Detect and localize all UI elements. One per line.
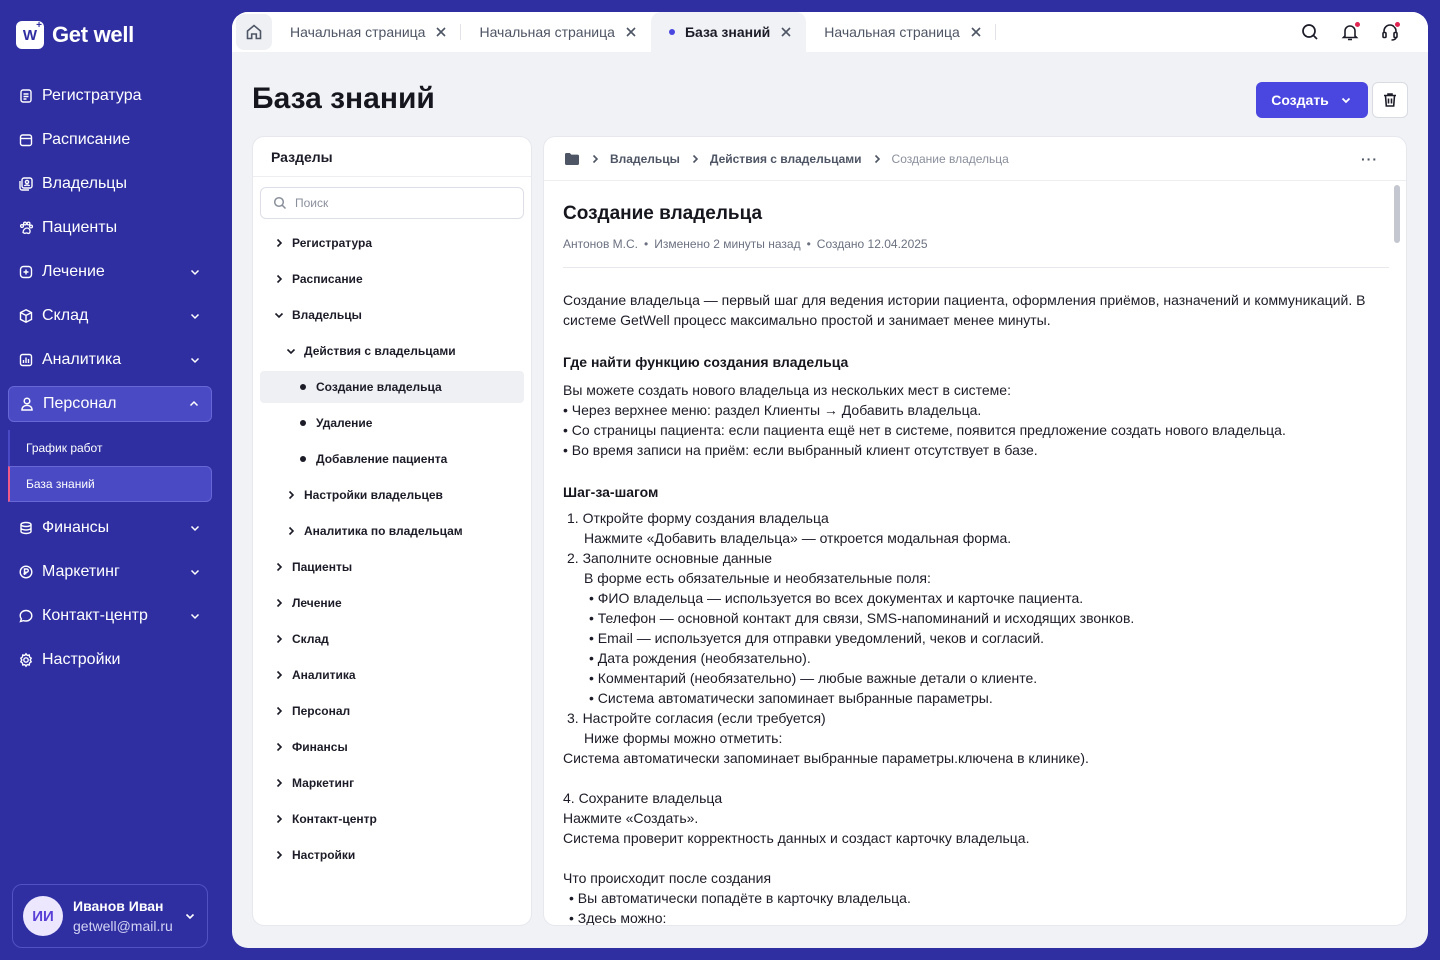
nav-label: Настройки	[42, 651, 121, 668]
article-body	[563, 181, 1389, 926]
paragraph: Что происходит после создания	[563, 870, 772, 886]
search-icon	[273, 196, 287, 210]
chevron-down-icon	[183, 909, 197, 923]
tree-item-label: Владельцы	[292, 308, 362, 322]
nav-label: Владельцы	[42, 175, 127, 192]
chevron-right-icon	[274, 598, 284, 608]
header-actions	[1300, 22, 1428, 42]
tree-item[interactable]	[260, 551, 524, 583]
search-icon[interactable]	[1300, 22, 1320, 42]
list-item: • ФИО владельца — используется во всех документах и карточке пациента.	[589, 590, 1084, 606]
tree-item-label: Персонал	[292, 704, 351, 718]
avatar: ИИ	[23, 896, 63, 936]
nav-label: Лечение	[42, 263, 105, 280]
tree-item[interactable]	[260, 839, 524, 871]
paragraph: Система проверит корректность данных и создаст карточку владельца.	[563, 830, 1030, 846]
chevron-down-icon	[188, 521, 202, 535]
sub-item-work-schedule[interactable]: График работ	[8, 430, 212, 466]
nav-item-owners[interactable]	[8, 166, 212, 202]
list-item: • Во время записи на приём: если выбранный клиент отсутствует в базе.	[563, 442, 1038, 458]
tree-item-label: Лечение	[292, 596, 342, 610]
tree-item-label: Аналитика	[292, 668, 356, 682]
chevron-right-icon	[286, 526, 296, 536]
more-icon[interactable]: ···	[1361, 150, 1378, 167]
chevron-right-icon	[274, 814, 284, 824]
calendar-icon	[18, 132, 34, 148]
nav-label: Расписание	[42, 131, 131, 148]
nav-item-finance[interactable]	[8, 510, 212, 546]
tree-item[interactable]	[260, 587, 524, 619]
nav-label: Пациенты	[42, 219, 118, 236]
clipboard-icon	[18, 88, 34, 104]
close-icon[interactable]	[625, 26, 637, 38]
person-icon	[19, 396, 35, 412]
tree-item[interactable]	[260, 515, 524, 547]
chevron-right-icon	[690, 154, 700, 164]
tree-item-label: Склад	[292, 632, 329, 646]
breadcrumb-item[interactable]: Действия с владельцами	[709, 151, 862, 166]
nav-label: Финансы	[42, 519, 110, 536]
section-heading: Где найти функцию создания владельца	[563, 354, 849, 370]
step-title: 2. Заполните основные данные	[567, 550, 772, 566]
tree-item[interactable]	[260, 731, 524, 763]
user-name: Иванов Иван	[73, 898, 164, 914]
tree-item[interactable]	[260, 695, 524, 727]
tree-item-label: Регистратура	[292, 236, 373, 250]
article-meta: Антонов М.С. • Изменено 2 минуты назад • Создано 12.04.2025	[563, 237, 928, 251]
step-title: 4. Сохраните владельца	[563, 790, 723, 806]
main-panel	[232, 12, 1428, 948]
paragraph: Система автоматически запоминает выбранные параметры.ключена в клинике).	[563, 750, 1089, 766]
trash-icon	[1381, 91, 1399, 109]
list-item: • Дата рождения (необязательно).	[589, 650, 811, 666]
tree-item-selected[interactable]	[260, 371, 524, 403]
chevron-down-icon	[188, 309, 202, 323]
folder-icon[interactable]	[564, 152, 580, 166]
nav-label: Склад	[42, 307, 89, 324]
breadcrumb-current: Создание владельца	[891, 151, 1009, 166]
tree-item-label: Пациенты	[292, 560, 353, 574]
nav-label: Персонал	[43, 395, 117, 412]
tree-item-label: Расписание	[292, 272, 363, 286]
bullet	[300, 420, 306, 426]
article-intro: Создание владельца — первый шаг для ведения истории пациента, оформления приёмов, назначений и коммуникаций. В системе GetWell процесс максимально простой и занимает менее минуты.	[563, 292, 1366, 328]
tab-bar	[232, 12, 1428, 52]
chevron-right-icon	[872, 154, 882, 164]
chevron-right-icon	[274, 274, 284, 284]
chevron-right-icon	[590, 154, 600, 164]
tree-item-label: Удаление	[316, 416, 373, 430]
nav-label: Маркетинг	[42, 563, 120, 580]
chevron-right-icon	[274, 778, 284, 788]
list-item: • Вы автоматически попадёте в карточку владельца.	[569, 890, 911, 906]
nav-item-registry[interactable]	[8, 78, 212, 114]
chevron-right-icon	[274, 706, 284, 716]
tree-item-label: Финансы	[292, 740, 348, 754]
staff-submenu	[8, 430, 212, 502]
nav-item-analytics[interactable]	[8, 342, 212, 378]
chevron-right-icon	[274, 238, 284, 248]
delete-button[interactable]	[1372, 82, 1408, 118]
chevron-right-icon	[286, 490, 296, 500]
support-headset-icon[interactable]	[1380, 22, 1400, 42]
list-item: • Система автоматически запоминает выбранные параметры.	[589, 690, 993, 706]
nav-label: Контакт-центр	[42, 607, 148, 624]
divider	[563, 267, 1389, 268]
sidebar	[0, 0, 232, 960]
tree-item[interactable]	[260, 623, 524, 655]
nav-item-marketing[interactable]	[8, 554, 212, 590]
gear-icon	[18, 652, 34, 668]
tab-label: Начальная страница	[479, 24, 615, 40]
step-text: В форме есть обязательные и необязательные поля:	[584, 570, 931, 586]
sections-panel	[252, 136, 532, 926]
tree-item[interactable]	[260, 479, 524, 511]
tree-item[interactable]	[260, 659, 524, 691]
tab-label: База знаний	[684, 24, 771, 40]
nav-item-treatment[interactable]	[8, 254, 212, 290]
bar-chart-icon	[18, 352, 34, 368]
contacts-icon	[18, 176, 34, 192]
bullet	[300, 384, 306, 390]
create-button[interactable]	[1256, 82, 1368, 118]
tab-label: Начальная страница	[824, 24, 960, 40]
tree-item[interactable]	[260, 263, 524, 295]
chevron-down-icon	[188, 353, 202, 367]
chevron-down-icon	[286, 346, 296, 356]
main-nav	[8, 78, 212, 686]
tree-item[interactable]	[260, 767, 524, 799]
close-icon[interactable]	[435, 26, 447, 38]
box-icon	[18, 308, 34, 324]
logo-text: Get well	[52, 22, 134, 47]
chevron-right-icon	[274, 634, 284, 644]
list-item: • Телефон — основной контакт для связи, SMS-напоминаний и исходящих звонков.	[589, 610, 1135, 626]
chevron-up-icon	[187, 397, 201, 411]
search-input[interactable]	[295, 196, 495, 210]
tree-item[interactable]	[260, 803, 524, 835]
tree-item-label: Действия с владельцами	[304, 344, 456, 358]
tree-item[interactable]	[260, 299, 524, 331]
chevron-down-icon	[274, 310, 284, 320]
chevron-right-icon	[274, 670, 284, 680]
tree-list	[253, 227, 531, 871]
coins-icon	[18, 520, 34, 536]
article-author: Антонов М.С.	[563, 237, 639, 251]
tree-item[interactable]	[260, 227, 524, 259]
article-created: Создано 12.04.2025	[816, 237, 928, 251]
scrollbar[interactable]	[1394, 185, 1400, 243]
support-badge	[1394, 21, 1401, 28]
tree-item-label: Маркетинг	[292, 776, 355, 790]
chevron-right-icon	[274, 742, 284, 752]
create-label: Создать	[1271, 92, 1329, 108]
nav-label: Аналитика	[42, 351, 122, 368]
tab-knowledge-base[interactable]	[651, 12, 806, 52]
tree-item[interactable]	[260, 407, 524, 439]
nav-label: Регистратура	[42, 87, 142, 104]
home-button[interactable]	[236, 14, 272, 50]
chevron-down-icon	[188, 565, 202, 579]
bell-icon[interactable]	[1340, 22, 1360, 42]
tab-home-1[interactable]	[272, 12, 461, 52]
tree-item[interactable]	[260, 335, 524, 367]
article-title: Создание владельца	[563, 203, 763, 224]
sections-title: Разделы	[253, 137, 531, 177]
home-icon	[244, 22, 264, 42]
list-item: • Комментарий (необязательно) — любые важные детали о клиенте.	[589, 670, 1038, 686]
tree-search[interactable]	[260, 187, 524, 219]
chevron-down-icon	[188, 265, 202, 279]
page-title: База знаний	[252, 82, 435, 115]
active-dot	[669, 29, 675, 35]
chevron-down-icon	[188, 609, 202, 623]
plus-square-icon	[18, 264, 34, 280]
nav-item-patients[interactable]	[8, 210, 212, 246]
tab-label: Начальная страница	[290, 24, 426, 40]
article-modified: Изменено 2 минуты назад	[654, 237, 801, 251]
breadcrumb	[544, 137, 1406, 181]
step-text: Нажмите «Добавить владельца» — откроется модальная форма.	[584, 530, 1012, 546]
tab-home-2[interactable]	[461, 12, 650, 52]
logo-mark: W +	[16, 21, 44, 49]
section-heading: Шаг-за-шагом	[563, 484, 659, 500]
tree-item-label: Создание владельца	[316, 380, 442, 394]
tab-home-3[interactable]	[806, 12, 995, 52]
chevron-right-icon	[274, 850, 284, 860]
user-email: getwell@mail.ru	[73, 918, 173, 934]
tree-item-label: Аналитика по владельцам	[304, 524, 463, 538]
list-item: • Через верхнее меню: раздел Клиенты → Добавить владельца.	[563, 402, 982, 418]
close-icon[interactable]	[780, 26, 792, 38]
user-info	[73, 898, 173, 934]
paragraph: Вы можете создать нового владельца из нескольких мест в системе:	[563, 382, 1011, 398]
close-icon[interactable]	[970, 26, 982, 38]
tree-item-label: Настройки	[292, 848, 356, 862]
chevron-right-icon	[274, 562, 284, 572]
nav-item-staff[interactable]	[8, 386, 212, 422]
list-item: • Со страницы пациента: если пациента ещё нет в системе, появится предложение создать нового владельца.	[563, 422, 1286, 438]
paragraph: Нажмите «Создать».	[563, 810, 699, 826]
tree-item-label: Настройки владельцев	[304, 488, 443, 502]
nav-item-schedule[interactable]	[8, 122, 212, 158]
nav-item-contact-center[interactable]	[8, 598, 212, 634]
tree-item[interactable]	[260, 443, 524, 475]
tree-item-label: Контакт-центр	[292, 812, 377, 826]
user-card[interactable]	[12, 884, 208, 948]
chevron-down-icon	[1339, 93, 1353, 107]
logo[interactable]	[16, 20, 134, 50]
nav-item-warehouse[interactable]	[8, 298, 212, 334]
sub-item-knowledge-base[interactable]: База знаний	[8, 466, 212, 502]
list-item: • Здесь можно:	[569, 910, 667, 926]
list-item: • Email — используется для отправки уведомлений, чеков и согласий.	[589, 630, 1045, 646]
paw-icon	[18, 220, 34, 236]
step-title: 3. Настройте согласия (если требуется)	[567, 710, 826, 726]
step-title: 1. Откройте форму создания владельца	[567, 510, 829, 526]
tree-item-label: Добавление пациента	[316, 452, 448, 466]
step-text: Ниже формы можно отметить:	[584, 730, 783, 746]
nav-item-settings[interactable]	[8, 642, 212, 678]
breadcrumb-item[interactable]: Владельцы	[610, 151, 680, 166]
tag-icon	[18, 564, 34, 580]
bullet	[300, 456, 306, 462]
notification-badge	[1354, 21, 1361, 28]
chat-icon	[18, 608, 34, 624]
article-panel	[543, 136, 1407, 926]
